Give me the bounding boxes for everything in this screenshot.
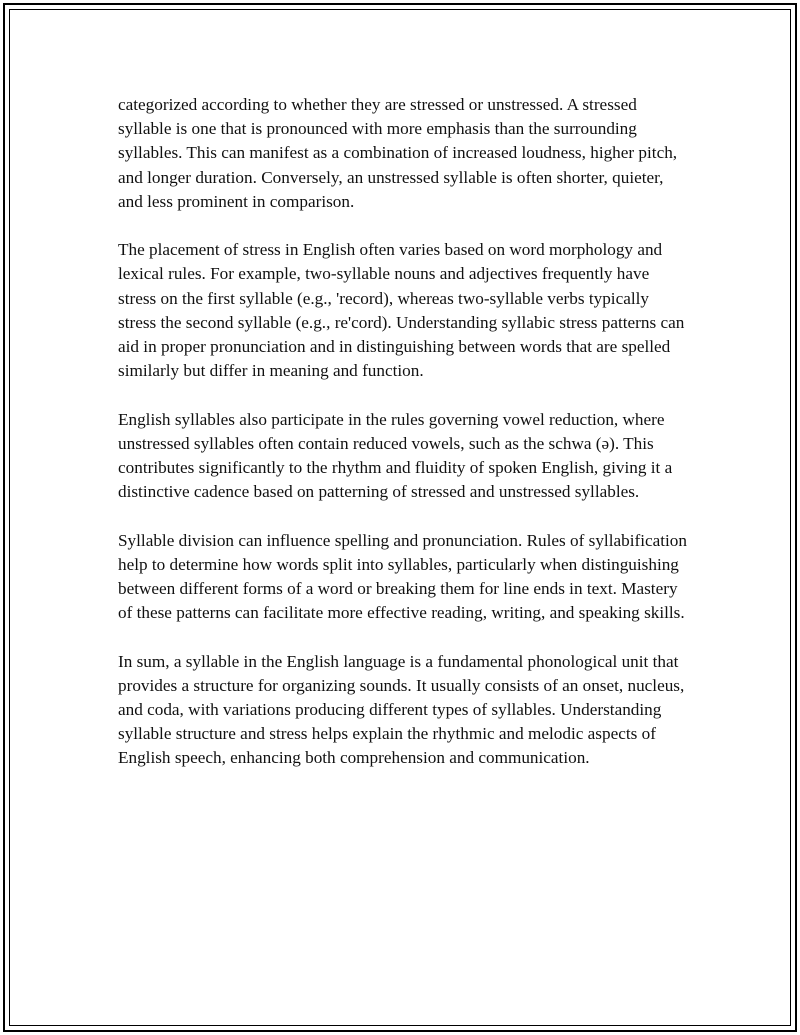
- paragraph-stress-placement: The placement of stress in English often varies based on word morphology and lexical rules. For example, two-syllable nouns and adjectives frequently have stress on the first syllable (e.g., 'record), whereas two-syllable verbs typically stress the second syllable (e.g., re'cord). Understanding syllabic stress patterns can aid in proper pronunciation and in distinguishing between words that are spelled similarly but differ in meaning and function.: [118, 240, 685, 381]
- paragraph-stress-definition: categorized according to whether they are stressed or unstressed. A stressed syllable is one that is pronounced with more emphasis than the surrounding syllables. This can manifest as a combination of increased loudness, higher pitch, and longer duration. Conversely, an unstressed syllable is often shorter, quieter, and less prominent in comparison.: [118, 95, 678, 211]
- paragraph-syllable-division: Syllable division can influence spelling and pronunciation. Rules of syllabification help to determine how words split into syllables, particularly when distinguishing between different forms of a word or breaking them for line ends in text. Mastery of these patterns can facilitate more effective reading, writing, and speaking skills.: [118, 530, 687, 623]
- document-body: [118, 93, 688, 795]
- paragraph-vowel-reduction: English syllables also participate in the rules governing vowel reduction, where unstressed syllables often contain reduced vowels, such as the schwa (ə). This contributes significantly to the rhythm and fluidity of spoken English, giving it a distinctive cadence based on patterning of stressed and unstressed syllables.: [118, 409, 673, 502]
- paragraph-summary: In sum, a syllable in the English language is a fundamental phonological unit that provides a structure for organizing sounds. It usually consists of an onset, nucleus, and coda, with variations producing different types of syllables. Understanding syllable structure and stress helps explain the rhythmic and melodic aspects of English speech, enhancing both comprehension and communication.: [118, 651, 685, 768]
